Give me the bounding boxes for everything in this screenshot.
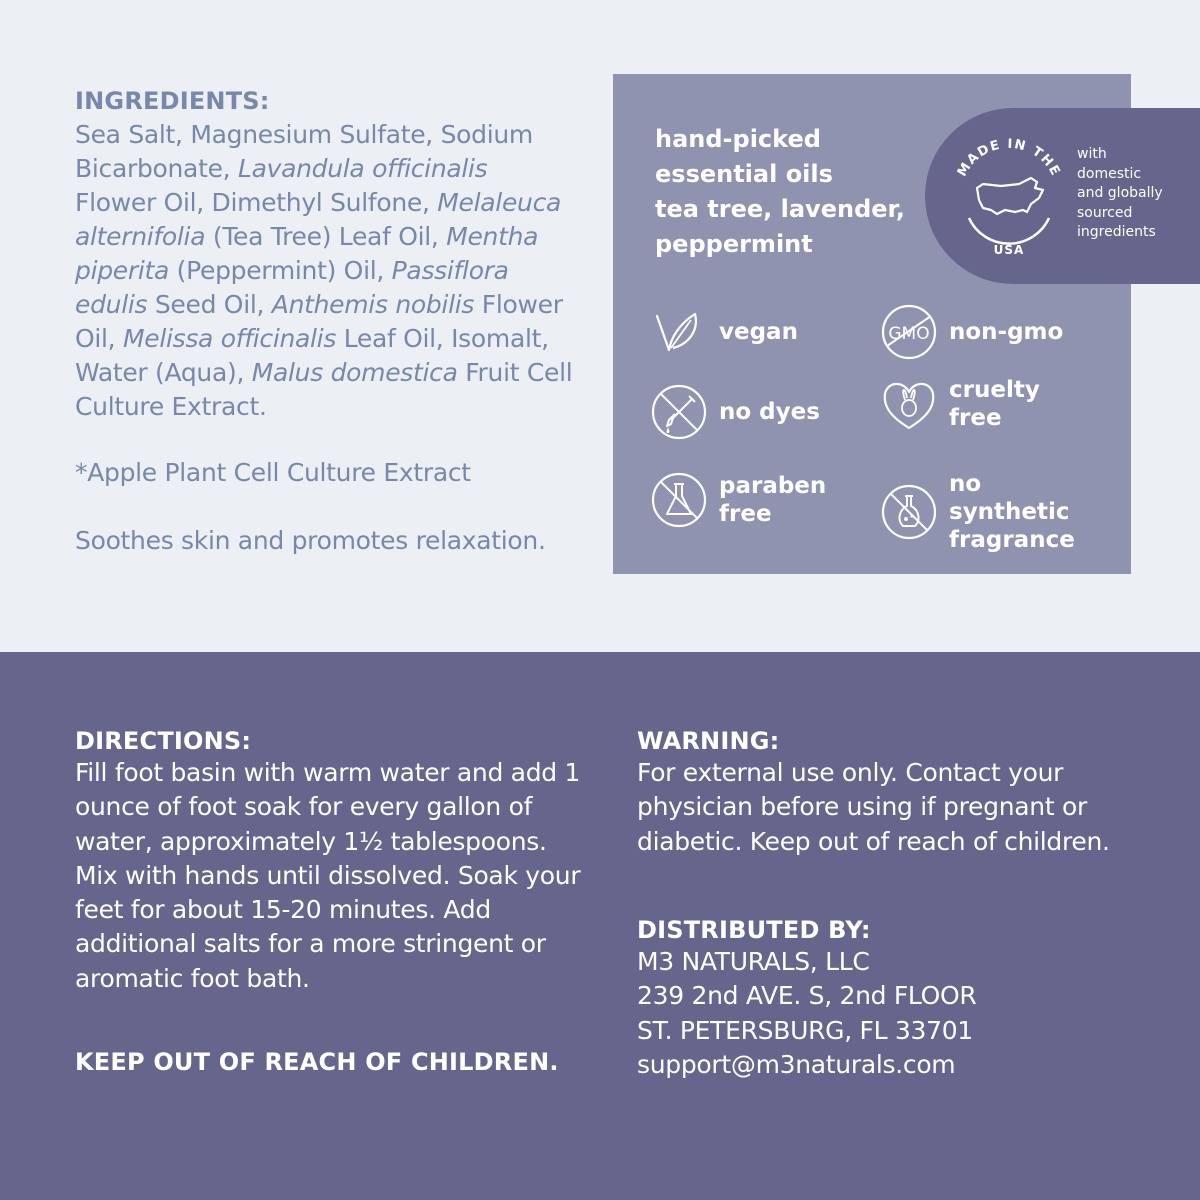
- ingredient-part: Flower Oil,: [75, 290, 563, 353]
- usa-arc-bottom: USA: [993, 243, 1025, 257]
- made-in-usa-badge: [925, 108, 1200, 284]
- essential-oils-text: [655, 122, 945, 262]
- oils-line: hand-picked: [655, 125, 821, 153]
- features-panel: [613, 74, 1163, 574]
- usa-arc-top: MADE IN THE: [954, 136, 1064, 180]
- feature-label: paraben free: [719, 473, 827, 527]
- product-benefit: Soothes skin and promotes relaxation.: [75, 526, 546, 555]
- sourcing-note: [1077, 145, 1182, 243]
- gmo-icon: [879, 302, 939, 362]
- distributor-heading: DISTRIBUTED BY:: [637, 916, 871, 944]
- feature-paraben-free: [649, 470, 829, 530]
- no-dyes-icon: [649, 382, 709, 442]
- no-paraben-flask-icon: [649, 470, 709, 530]
- lower-section: [0, 652, 1200, 1200]
- warning-heading: WARNING:: [637, 727, 780, 755]
- ingredients-list: [75, 118, 575, 424]
- ingredient-part: (Tea Tree) Leaf Oil,: [205, 222, 447, 251]
- ingredient-part: Passiflora edulis: [75, 256, 509, 319]
- ingredient-part: Melissa officinalis: [122, 324, 337, 353]
- feature-label: vegan: [719, 319, 798, 345]
- ingredient-part: Leaf Oil, Isomalt, Water (Aqua),: [75, 324, 549, 387]
- distributor-line: ST. PETERSBURG, FL 33701: [637, 1015, 973, 1045]
- ingredient-part: Sea Salt, Magnesium Sulfate, Sodium Bicarbonate,: [75, 120, 533, 183]
- feature-non-gmo: [879, 302, 1063, 362]
- ingredients-footnote: *Apple Plant Cell Culture Extract: [75, 458, 471, 487]
- feature-label: no synthetic fragrance: [949, 471, 1075, 553]
- ingredient-part: Flower Oil, Dimethyl Sulfone,: [75, 188, 438, 217]
- warning-block: [637, 726, 1147, 859]
- gmo-glyph: GMO: [888, 324, 930, 344]
- distributor-line: M3 NATURALS, LLC: [637, 947, 870, 976]
- feature-label: non-gmo: [949, 319, 1064, 345]
- distributor-line: 239 2nd AVE. S, 2nd FLOOR: [637, 981, 977, 1011]
- keep-out-warning: KEEP OUT OF REACH OF CHILDREN.: [75, 1048, 559, 1077]
- ingredient-part: Malus domestica: [251, 358, 458, 387]
- feature-label: no dyes: [719, 399, 820, 425]
- support-email: support@m3naturals.com: [637, 1049, 956, 1079]
- ingredient-part: Anthemis nobilis: [271, 290, 475, 319]
- ingredient-part: Melaleuca alternifolia: [75, 188, 562, 251]
- feature-no-dyes: [649, 382, 820, 442]
- oils-line: tea tree, lavender,: [655, 195, 905, 223]
- usa-seal-icon: [939, 126, 1079, 266]
- ingredient-part: Mentha piperita: [75, 222, 539, 285]
- ingredients-heading: INGREDIENTS:: [75, 87, 270, 115]
- ingredient-part: (Peppermint) Oil,: [169, 256, 392, 285]
- sourcing-note-line: with: [1077, 146, 1107, 162]
- leaf-icon: [649, 302, 709, 362]
- sourcing-note-line: sourced: [1077, 204, 1133, 221]
- sourcing-note-line: and globally: [1077, 185, 1163, 201]
- directions-text: Fill foot basin with warm water and add 1 ounce of foot soak for every gallon of water, approximately 1½ tablespoons. Mix with hands until dissolved. Soak your feet for about 15-20 minutes. Add additional salts for a more stringent or aromatic foot bath.: [75, 758, 581, 993]
- ingredient-part: Seed Oil,: [147, 290, 272, 319]
- no-fragrance-flask-icon: [879, 482, 939, 542]
- sourcing-note-line: domestic: [1077, 165, 1142, 182]
- sourcing-note-line: ingredients: [1077, 224, 1156, 240]
- bunny-heart-icon: [879, 374, 939, 434]
- warning-text: For external use only. Contact your physician before using if pregnant or diabetic. Keep out of reach of children.: [637, 758, 1110, 856]
- directions-block: [75, 726, 585, 1076]
- oils-line: essential oils: [655, 160, 833, 188]
- directions-heading: DIRECTIONS:: [75, 727, 252, 755]
- feature-cruelty-free: [879, 374, 1059, 434]
- svg-text:MADE IN THE: [955, 137, 1063, 179]
- oils-line: peppermint: [655, 230, 813, 258]
- ingredient-part: Fruit Cell Culture Extract.: [75, 358, 573, 421]
- distributor-block: [637, 915, 1147, 1082]
- feature-label: cruelty free: [949, 377, 1040, 431]
- ingredients-block: [75, 86, 575, 558]
- ingredient-part: Lavandula officinalis: [237, 154, 488, 183]
- feature-no-synthetic-fragrance: [879, 470, 1109, 554]
- feature-vegan: [649, 302, 798, 362]
